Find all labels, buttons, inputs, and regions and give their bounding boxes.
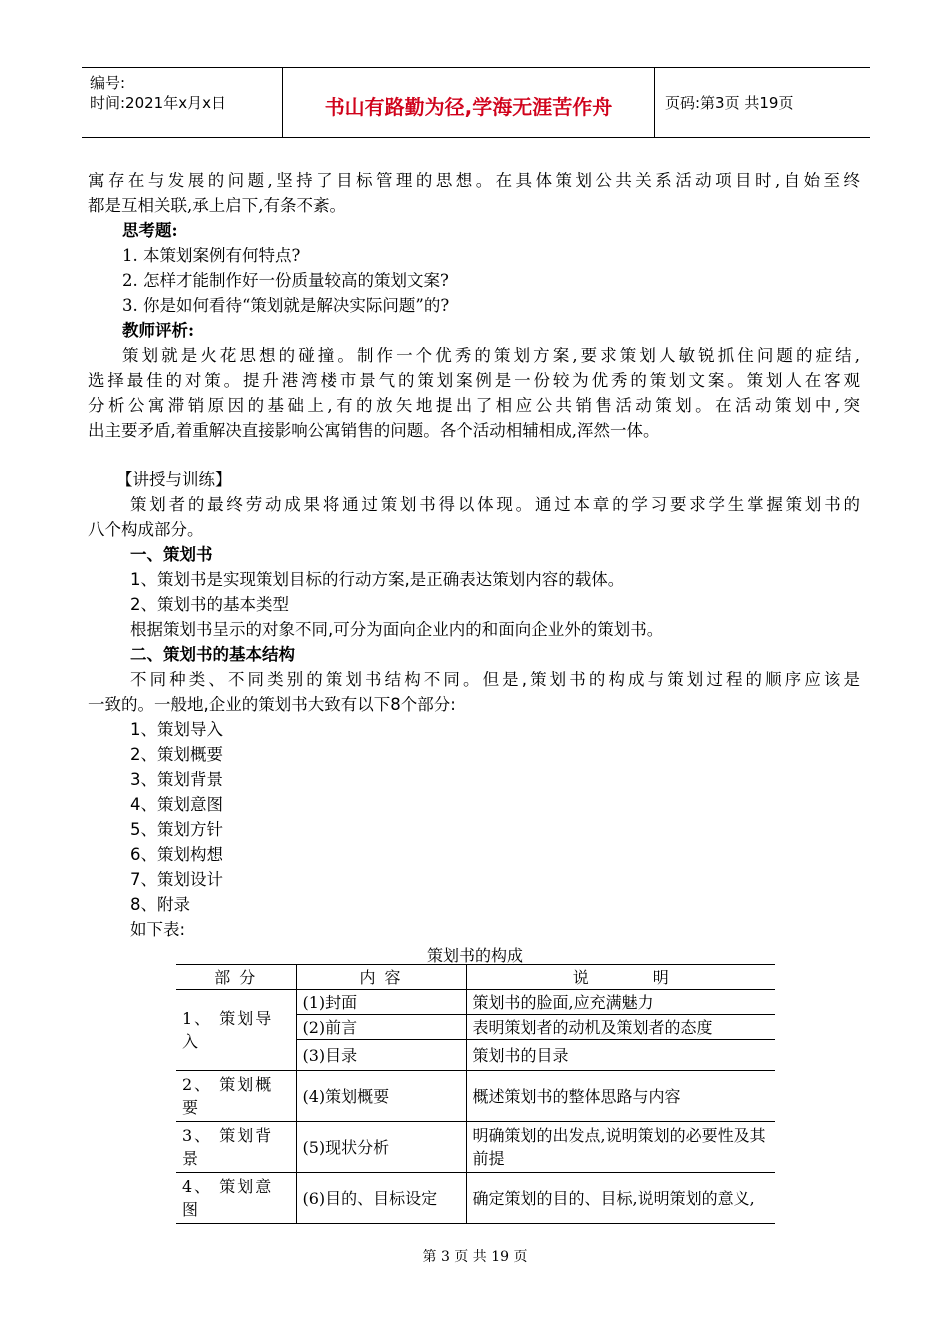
paragraph-line: 一致的。一般地,企业的策划书大致有以下8个部分:: [88, 695, 456, 714]
header-motto: 书山有路勤为径,学海无涯苦作舟: [324, 95, 613, 119]
paragraph-line: 寓存在与发展的问题,坚持了目标管理的思想。在具体策划公共关系活动项目时,自始至终: [88, 171, 860, 190]
list-item: 2、策划概要: [130, 745, 223, 764]
paragraph-line: 根据策划书呈示的对象不同,可分为面向企业内的和面向企业外的策划书。: [130, 620, 664, 639]
table-header-row: [176, 965, 775, 990]
date-label: 时间:2021年x月x日: [90, 94, 226, 112]
page-footer: 第 3 页 共 19 页: [422, 1249, 528, 1265]
section-heading: 一、策划书: [130, 545, 213, 564]
page-header: [82, 67, 870, 138]
question-item: 3. 你是如何看待“策划就是解决实际问题”的?: [122, 296, 450, 315]
question-item: 2. 怎样才能制作好一份质量较高的策划文案?: [122, 271, 449, 290]
document-number-label: 编号:: [90, 74, 126, 92]
table-caption: 策划书的构成: [426, 946, 523, 965]
paragraph-line: 八个构成部分。: [88, 520, 204, 539]
table-cell: 策划书的目录: [466, 1040, 775, 1071]
column-header: 内 容: [296, 965, 466, 990]
paragraph-line: 策划者的最终劳动成果将通过策划书得以体现。通过本章的学习要求学生掌握策划书的: [130, 495, 860, 514]
table-cell: 2、 策划概要: [176, 1071, 296, 1122]
structure-table: [176, 964, 775, 1224]
table-row: [176, 1173, 775, 1224]
paragraph-line: 都是互相关联,承上启下,有条不紊。: [88, 196, 346, 215]
table-cell: (1)封面: [296, 990, 466, 1015]
header-page-info: 页码:第3页 共19页: [665, 94, 794, 112]
paragraph-line: 分析公寓滞销原因的基础上,有的放矢地提出了相应公共销售活动策划。在活动策划中,突: [88, 396, 860, 415]
table-row: [176, 990, 775, 1015]
list-item: 8、附录: [130, 895, 190, 914]
table-cell: 3、 策划背景: [176, 1122, 296, 1173]
table-cell: (6)目的、目标设定: [296, 1173, 466, 1224]
table-cell: (2)前言: [296, 1015, 466, 1040]
column-header: 说 明: [466, 965, 775, 990]
table-cell: 概述策划书的整体思路与内容: [466, 1071, 775, 1122]
list-item: 5、策划方针: [130, 820, 223, 839]
list-item: 3、策划背景: [130, 770, 223, 789]
paragraph-line: 如下表:: [130, 920, 186, 939]
question-item: 1. 本策划案例有何特点?: [122, 246, 301, 265]
table-cell: (3)目录: [296, 1040, 466, 1071]
list-item: 1、策划导入: [130, 720, 223, 739]
header-motto-cell: [283, 68, 655, 137]
paragraph-line: 选择最佳的对策。提升港湾楼市景气的策划案例是一份较为优秀的策划文案。策划人在客观: [88, 371, 860, 390]
header-meta-cell: [82, 68, 283, 137]
paragraph-line: 出主要矛盾,着重解决直接影响公寓销售的问题。各个活动相辅相成,浑然一体。: [88, 421, 660, 440]
paragraph-line: 不同种类、不同类别的策划书结构不同。但是,策划书的构成与策划过程的顺序应该是: [130, 670, 860, 689]
column-header: 部 分: [176, 965, 296, 990]
paragraph-line: 策划就是火花思想的碰撞。制作一个优秀的策划方案,要求策划人敏锐抓住问题的症结,: [122, 346, 860, 365]
table-cell: 1、 策划导入: [176, 990, 296, 1071]
table-cell: 表明策划者的动机及策划者的态度: [466, 1015, 775, 1040]
paragraph-line: 2、策划书的基本类型: [130, 595, 289, 614]
table-cell: 策划书的脸面,应充满魅力: [466, 990, 775, 1015]
section-tag: 【讲授与训练】: [116, 470, 232, 489]
table-cell: 确定策划的目的、目标,说明策划的意义,: [466, 1173, 775, 1224]
list-item: 6、策划构想: [130, 845, 223, 864]
table-cell: 明确策划的出发点,说明策划的必要性及其前提: [466, 1122, 775, 1173]
list-item: 7、策划设计: [130, 870, 223, 889]
table-cell: 4、 策划意图: [176, 1173, 296, 1224]
section-heading: 二、策划书的基本结构: [130, 645, 295, 664]
table-row: [176, 1071, 775, 1122]
list-item: 4、策划意图: [130, 795, 223, 814]
questions-heading: 思考题:: [122, 221, 178, 240]
table-cell: (4)策划概要: [296, 1071, 466, 1122]
review-heading: 教师评析:: [122, 321, 195, 340]
table-cell: (5)现状分析: [296, 1122, 466, 1173]
paragraph-line: 1、策划书是实现策划目标的行动方案,是正确表达策划内容的载体。: [130, 570, 625, 589]
table-row: [176, 1122, 775, 1173]
header-page-cell: [655, 68, 870, 137]
